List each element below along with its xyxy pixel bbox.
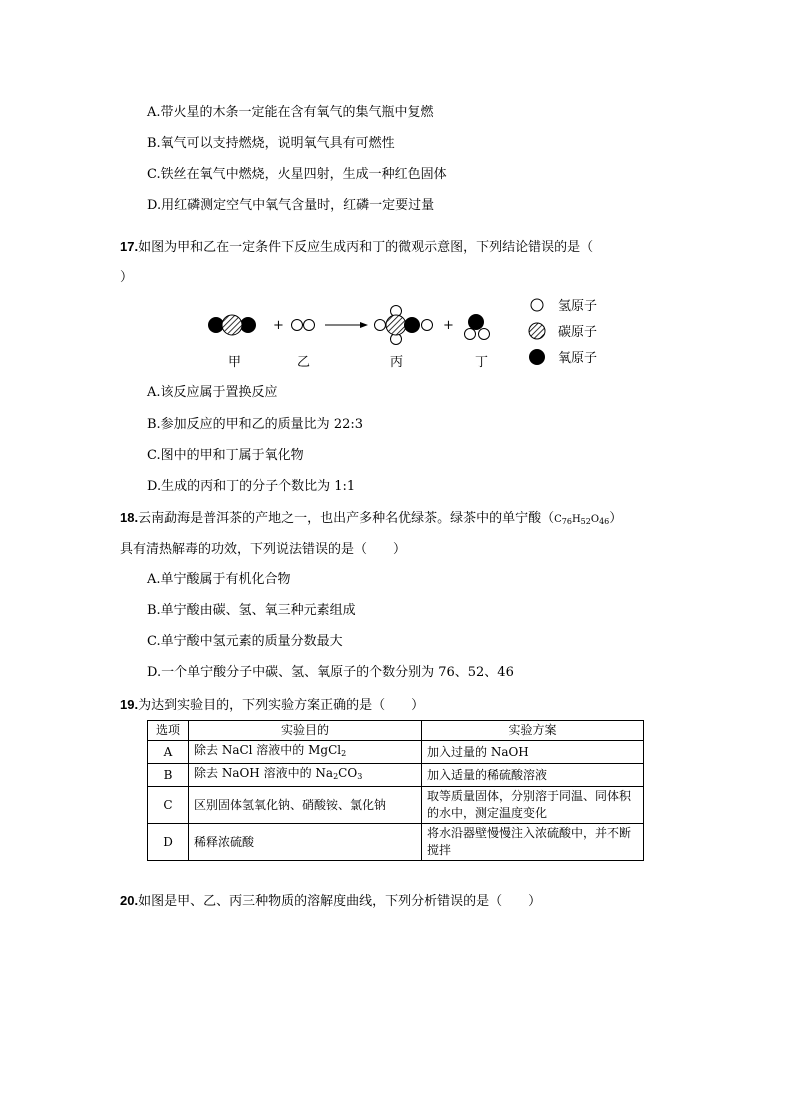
q17-option-a: A.该反应属于置换反应 [147, 385, 278, 400]
label-ding: 丁 [475, 355, 489, 370]
q19-stem-text: 为达到实验目的，下列实验方案正确的是（ ） [138, 698, 425, 713]
q16-option-b: B.氧气可以支持燃烧，说明氧气具有可燃性 [147, 136, 395, 151]
q18-option-a: A.单宁酸属于有机化合物 [147, 572, 291, 587]
experiment-table [147, 720, 644, 861]
q18-formula: $C_{76}H_{52}O_{46}$ [554, 514, 610, 526]
q20-stem [120, 892, 541, 911]
molecule-yi [292, 320, 315, 331]
row-c-goal: 区别固体氢氧化钠、硝酸铵、氯化钠 [189, 787, 422, 824]
q18-number: 18. [120, 510, 139, 525]
q20-number: 20. [120, 893, 139, 908]
q18-stem: 18.云南勐海是普洱茶的产地之一，也出产多种名优绿茶。绿茶中的单宁酸$(C_{76}H_{52}O_{46})$ [120, 510, 623, 526]
q17-option-b: B.参加反应的甲和乙的质量比为 22:3 [147, 417, 364, 432]
plus-sign-1: + [273, 318, 284, 333]
row-b-option: B [148, 764, 189, 787]
row-a-plan: 加入过量的 NaOH [422, 741, 644, 764]
legend-oxygen: 氧原子 [558, 351, 598, 366]
table-row [148, 824, 644, 861]
q16-option-d: D.用红磷测定空气中氧气含量时，红磷一定要过量 [147, 198, 435, 213]
q17-stem-line1: 如图为甲和乙在一定条件下反应生成丙和丁的微观示意图，下列结论错误的是（ [138, 240, 594, 255]
reaction-arrow [325, 322, 368, 328]
table-header-row [148, 721, 644, 741]
table-row [148, 764, 644, 787]
label-yi: 乙 [297, 355, 311, 370]
q17-stem-line2: ） [120, 270, 134, 285]
table-row [148, 741, 644, 764]
q18-option-b: B.单宁酸由碳、氢、氧三种元素组成 [147, 603, 356, 618]
molecule-jia [208, 315, 256, 335]
q18-stem-line2: 具有清热解毒的功效，下列说法错误的是（ ） [120, 542, 407, 557]
q17-option-d: D.生成的丙和丁的分子个数比为 1:1 [147, 479, 356, 494]
molecule-ding [465, 314, 490, 340]
label-jia: 甲 [228, 355, 242, 370]
q18-option-c: C.单宁酸中氢元素的质量分数最大 [147, 634, 343, 649]
table-row [148, 787, 644, 824]
q16-option-c: C.铁丝在氧气中燃烧，火星四射，生成一种红色固体 [147, 167, 447, 182]
molecule-bing [375, 306, 433, 345]
row-a-goal: 除去 NaCl 溶液中的 MgCl$_2$ [189, 741, 422, 764]
label-bing: 丙 [390, 355, 404, 370]
q18-stem-line1: 云南勐海是普洱茶的产地之一，也出产多种名优绿茶。绿茶中的单宁酸（ [138, 511, 555, 526]
row-c-plan: 取等质量固体，分别溶于同温、同体积的水中，测定温度变化 [422, 787, 644, 824]
q19-stem [120, 696, 424, 715]
q17-stem [120, 238, 593, 257]
row-a-option: A [148, 741, 189, 764]
q17-option-c: C.图中的甲和丁属于氧化物 [147, 448, 304, 463]
row-d-option: D [148, 824, 189, 861]
q20-stem-text: 如图是甲、乙、丙三种物质的溶解度曲线，下列分析错误的是（ ） [138, 894, 542, 909]
plus-sign-2: + [443, 318, 454, 333]
row-d-goal: 稀释浓硫酸 [189, 824, 422, 861]
header-option: 选项 [148, 721, 189, 741]
row-c-option: C [148, 787, 189, 824]
q18-option-d: D.一个单宁酸分子中碳、氢、氧原子的个数分别为 76、52、46 [147, 665, 514, 680]
row-b-plan: 加入适量的稀硫酸溶液 [422, 764, 644, 787]
row-d-plan: 将水沿器壁慢慢注入浓硫酸中，并不断搅拌 [422, 824, 644, 861]
legend-carbon: 碳原子 [558, 325, 598, 340]
legend-hydrogen: 氢原子 [558, 299, 598, 314]
q17-number: 17. [120, 239, 139, 254]
q16-option-a: A.带火星的木条一定能在含有氧气的集气瓶中复燃 [147, 105, 434, 120]
row-b-goal: 除去 NaOH 溶液中的 $Na_2CO_3$ [189, 764, 422, 787]
q19-number: 19. [120, 697, 139, 712]
reaction-diagram [200, 293, 620, 378]
legend [529, 299, 597, 366]
header-plan: 实验方案 [422, 721, 644, 741]
header-goal: 实验目的 [189, 721, 422, 741]
